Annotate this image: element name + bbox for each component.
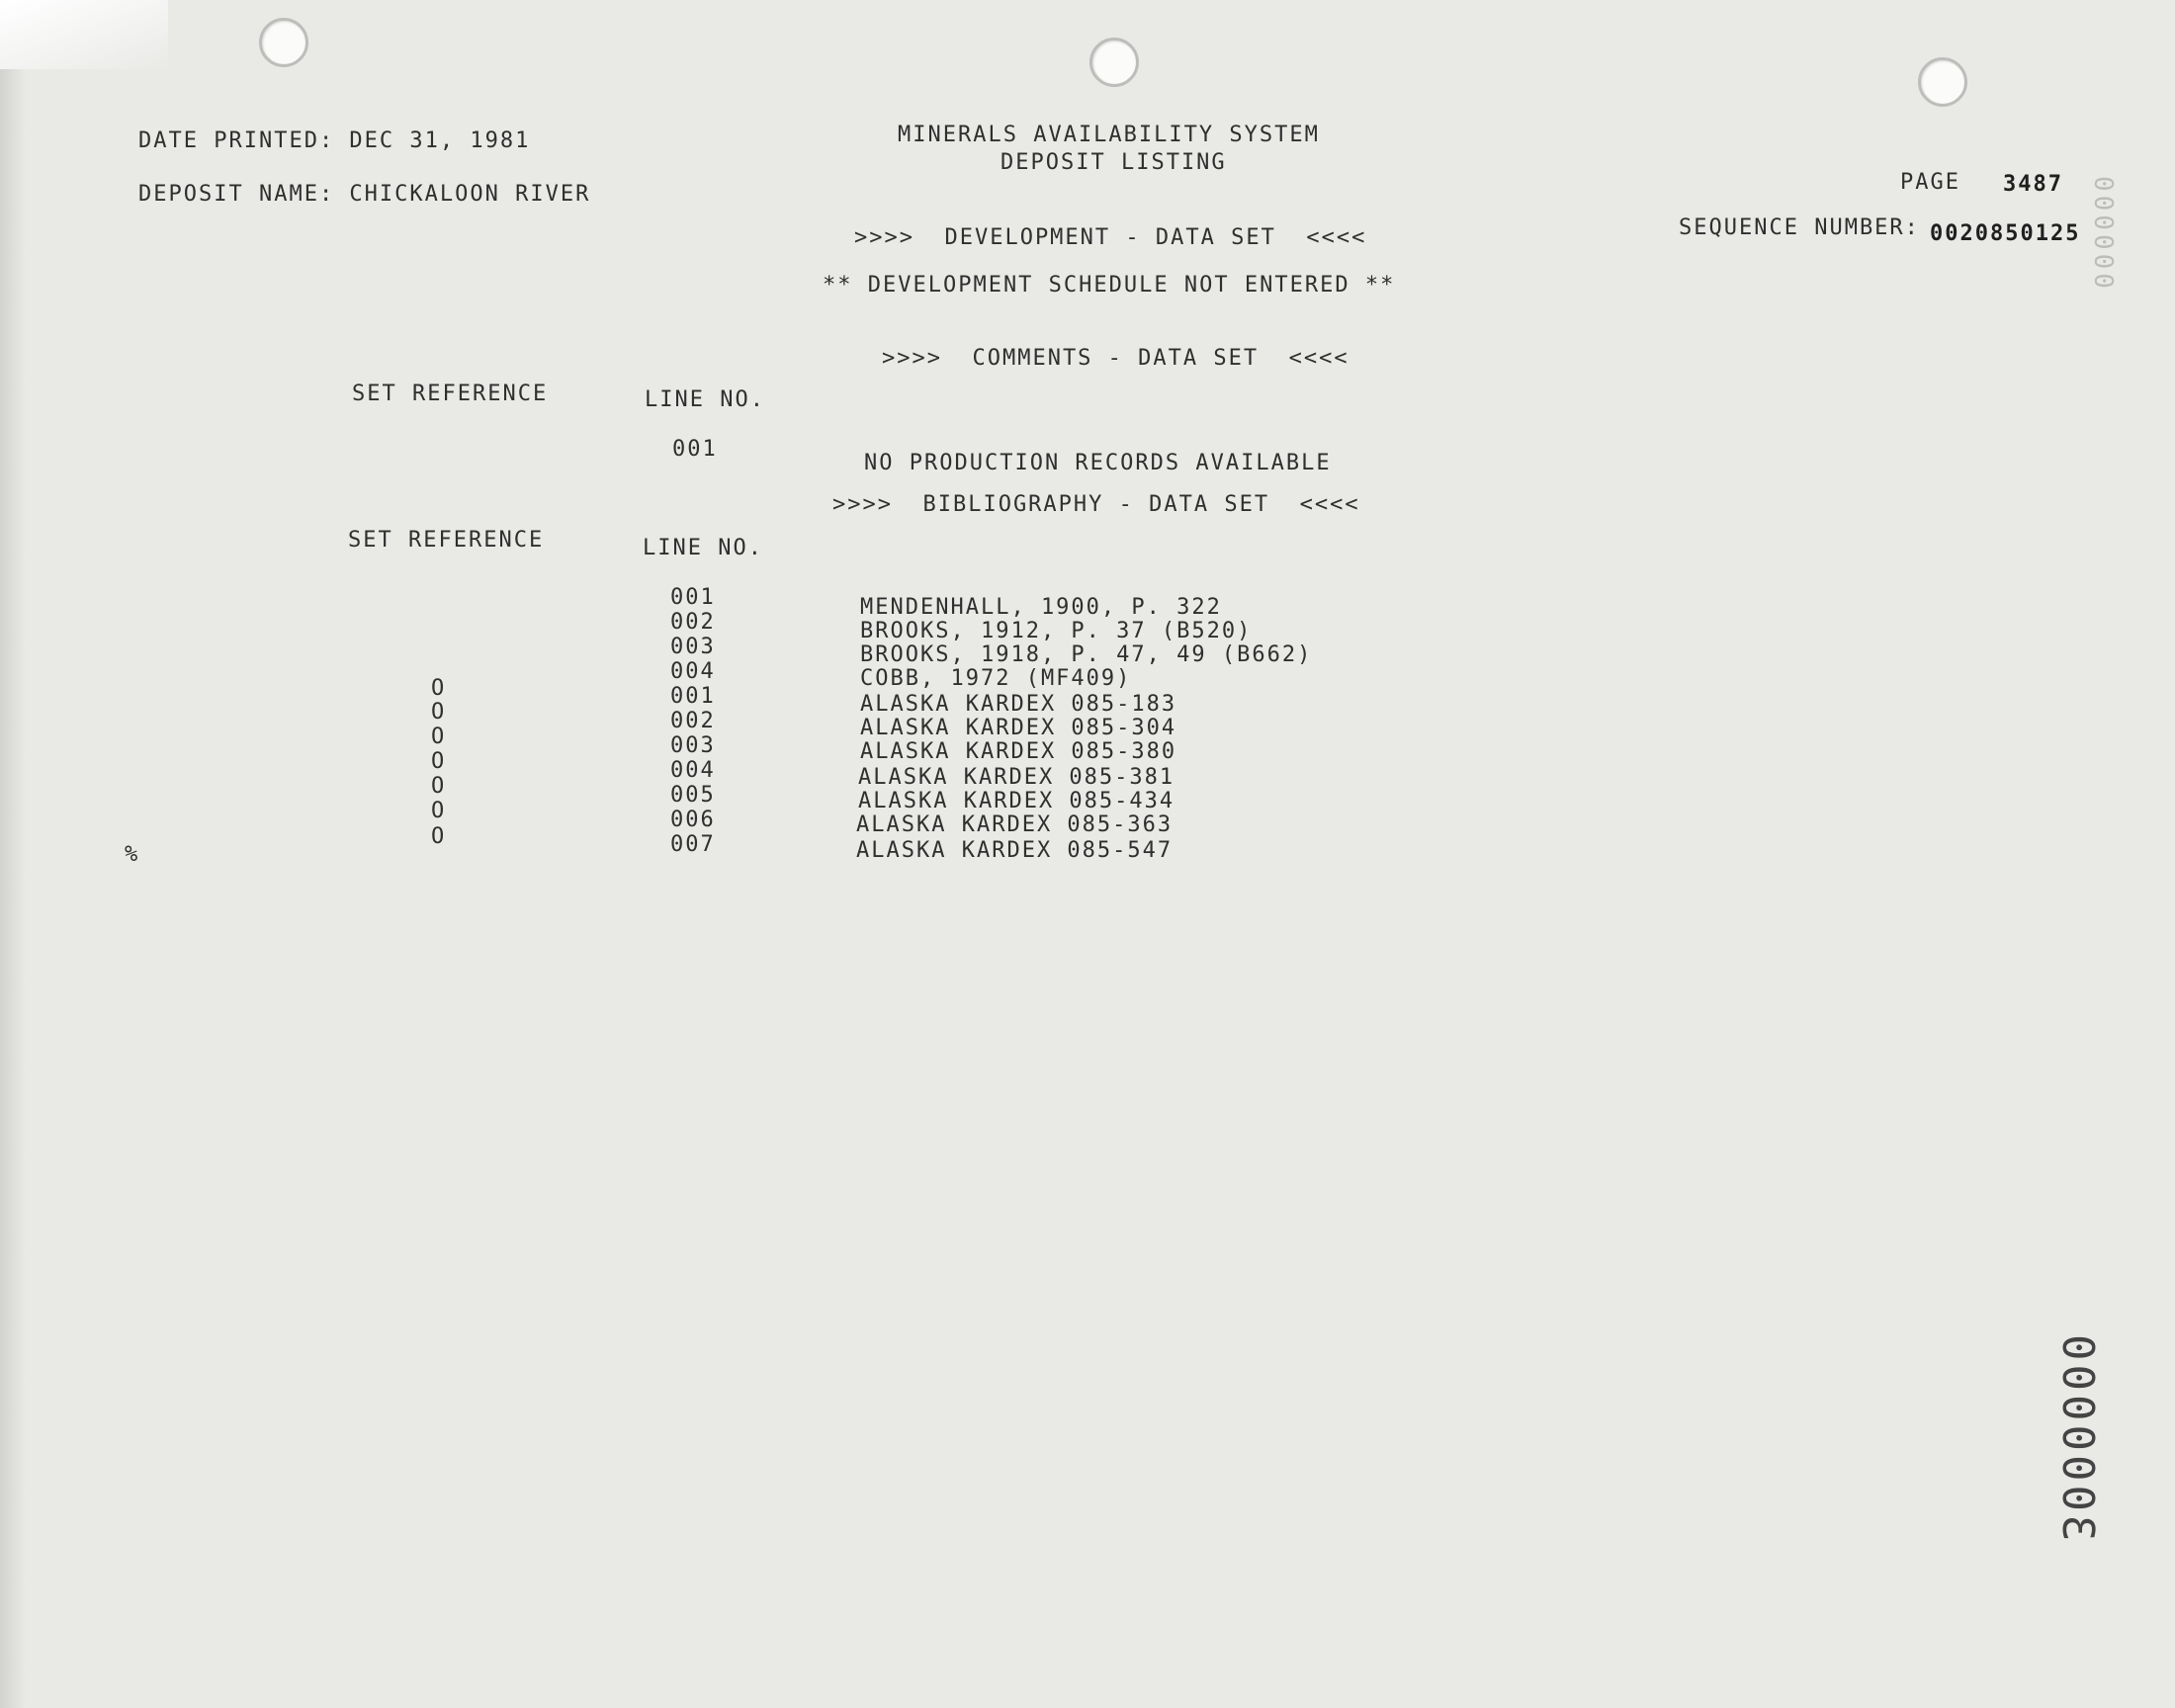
bib-line-no: 005: [670, 783, 716, 808]
development-section-title: >>>> DEVELOPMENT - DATA SET <<<<: [854, 225, 1367, 250]
comments-col-set-reference: SET REFERENCE: [352, 382, 549, 406]
bib-line-no: 002: [670, 709, 716, 733]
bib-text: BROOKS, 1912, P. 37 (B520): [860, 619, 1253, 643]
page-edge-shadow: [0, 0, 26, 1708]
bib-line-no: 001: [670, 585, 716, 610]
deposit-name: DEPOSIT NAME: CHICKALOON RIVER: [138, 182, 591, 207]
comment-line-no: 001: [672, 437, 718, 462]
bib-text: ALASKA KARDEX 085-547: [856, 838, 1174, 863]
bib-set-ref: O: [431, 700, 447, 725]
sequence-label: SEQUENCE NUMBER:: [1679, 215, 1920, 240]
bib-set-ref: O: [431, 749, 447, 774]
bib-set-ref: O: [431, 799, 447, 823]
bib-line-no: 007: [670, 832, 716, 857]
bibliography-col-line-no: LINE NO.: [643, 536, 763, 560]
bibliography-col-set-reference: SET REFERENCE: [348, 528, 545, 553]
bib-line-no: 003: [670, 635, 716, 659]
bib-line-no: 004: [670, 659, 716, 684]
bib-text: BROOKS, 1918, P. 47, 49 (B662): [860, 642, 1313, 667]
bib-text: ALASKA KARDEX 085-183: [860, 692, 1177, 717]
bib-text: COBB, 1972 (MF409): [860, 666, 1132, 691]
bib-text: ALASKA KARDEX 085-363: [856, 812, 1174, 837]
bib-line-no: 003: [670, 733, 716, 758]
bib-set-ref: O: [431, 824, 447, 849]
bib-line-no: 001: [670, 684, 716, 709]
bib-text: ALASKA KARDEX 085-380: [860, 739, 1177, 764]
bib-text: ALASKA KARDEX 085-381: [858, 765, 1175, 790]
binder-hole: [1918, 57, 1967, 107]
comments-section-title: >>>> COMMENTS - DATA SET <<<<: [882, 346, 1349, 371]
date-printed: DATE PRINTED: DEC 31, 1981: [138, 128, 531, 153]
comment-text: NO PRODUCTION RECORDS AVAILABLE: [864, 451, 1332, 475]
bib-line-no: 006: [670, 808, 716, 832]
sequence-number: 0020850125: [1930, 221, 2081, 246]
system-title: MINERALS AVAILABILITY SYSTEM: [898, 123, 1320, 147]
bib-text: ALASKA KARDEX 085-434: [858, 789, 1175, 813]
bib-text: ALASKA KARDEX 085-304: [860, 716, 1177, 740]
page-number: 3487: [2003, 172, 2063, 197]
binder-hole: [1089, 38, 1139, 87]
bib-line-no: 002: [670, 610, 716, 635]
bibliography-section-title: >>>> BIBLIOGRAPHY - DATA SET <<<<: [832, 492, 1360, 517]
bib-line-no: 004: [670, 758, 716, 783]
bib-set-ref: O: [431, 725, 447, 749]
end-of-record-mark: %: [125, 842, 140, 867]
page-label: PAGE: [1900, 170, 1960, 195]
frame-stamp-number: 000000Ɛ: [2052, 1334, 2103, 1546]
comments-col-line-no: LINE NO.: [645, 387, 765, 412]
bib-set-ref: O: [431, 676, 447, 701]
torn-corner: [0, 0, 168, 69]
faint-stamp-number: 000000: [2088, 176, 2118, 293]
bib-text: MENDENHALL, 1900, P. 322: [860, 595, 1222, 620]
bib-set-ref: O: [431, 774, 447, 799]
listing-title: DEPOSIT LISTING: [1000, 150, 1227, 175]
development-note: ** DEVELOPMENT SCHEDULE NOT ENTERED **: [823, 273, 1396, 298]
binder-hole: [259, 18, 308, 67]
